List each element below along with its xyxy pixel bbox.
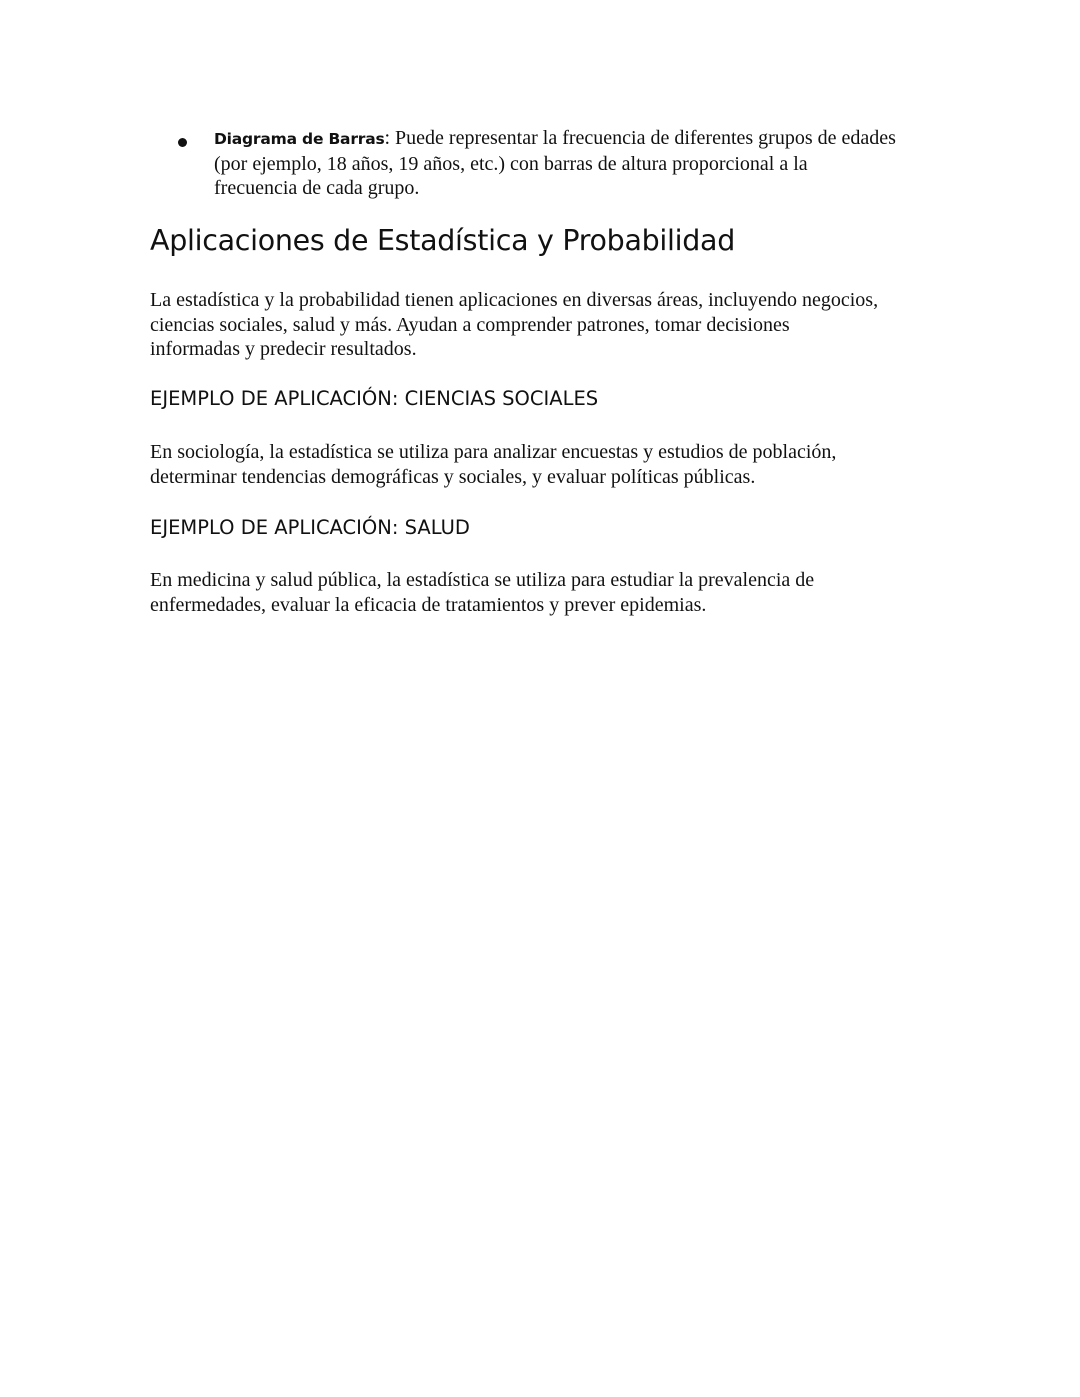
bullet-line-1-text: : Puede representar la frecuencia de diferentes grupos de edades	[384, 127, 896, 149]
example-heading-health: EJEMPLO DE APLICACIÓN: SALUD	[150, 516, 470, 539]
section-title: Aplicaciones de Estadística y Probabilidad	[150, 224, 735, 257]
section-intro-paragraph	[150, 288, 950, 362]
intro-line-3: informadas y predecir resultados.	[150, 338, 417, 360]
bullet-line-1	[214, 126, 938, 152]
bullet-text	[214, 126, 938, 201]
example-paragraph-social-sciences	[150, 440, 950, 489]
bullet-point-icon	[178, 138, 187, 147]
example-1-line-1: En sociología, la estadística se utiliza para analizar encuestas y estudios de población,	[150, 441, 837, 463]
bullet-label: Diagrama de Barras	[214, 130, 385, 148]
bullet-item-bar-chart	[178, 126, 938, 201]
bullet-line-3: frecuencia de cada grupo.	[214, 177, 420, 199]
intro-line-1: La estadística y la probabilidad tienen aplicaciones en diversas áreas, incluyendo negocios,	[150, 289, 879, 311]
example-2-line-1: En medicina y salud pública, la estadística se utiliza para estudiar la prevalencia de	[150, 569, 815, 591]
example-2-line-2: enfermedades, evaluar la eficacia de tratamientos y prever epidemias.	[150, 593, 707, 616]
example-paragraph-health	[150, 568, 950, 617]
intro-line-2: ciencias sociales, salud y más. Ayudan a comprender patrones, tomar decisiones	[150, 313, 790, 336]
bullet-line-2: (por ejemplo, 18 años, 19 años, etc.) con barras de altura proporcional a la	[214, 152, 808, 175]
example-1-line-2: determinar tendencias demográficas y sociales, y evaluar políticas públicas.	[150, 465, 756, 488]
example-heading-social-sciences: EJEMPLO DE APLICACIÓN: CIENCIAS SOCIALES	[150, 387, 599, 410]
